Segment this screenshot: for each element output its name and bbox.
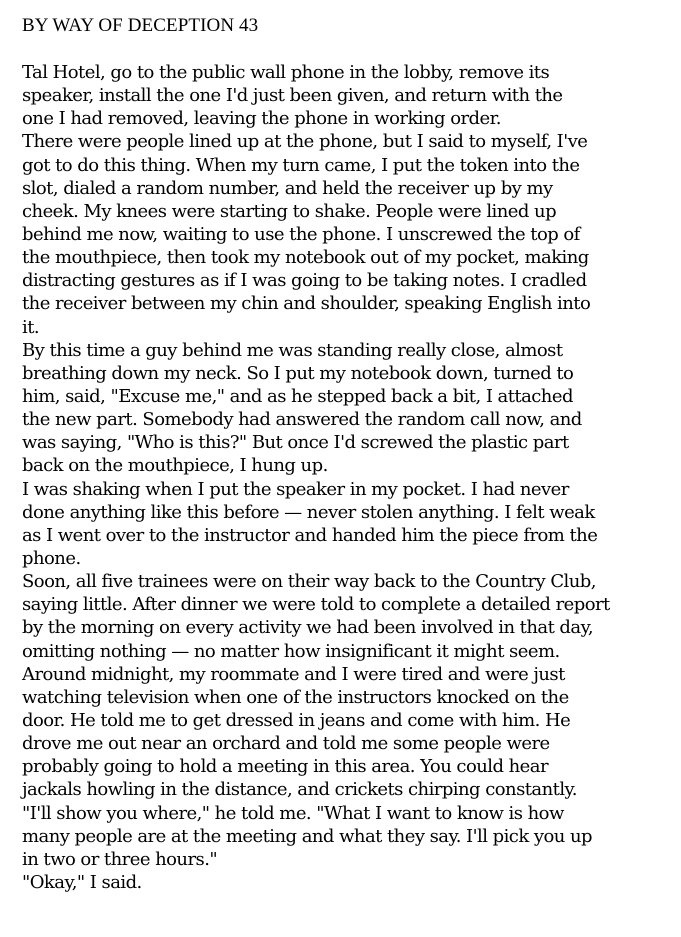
text-line: cheek. My knees were starting to shake. People were lined up <box>22 200 557 222</box>
text-line: him, said, "Excuse me," and as he stepped back a bit, I attached <box>22 385 573 407</box>
text-line: phone. <box>22 547 81 569</box>
text-line: breathing down my neck. So I put my notebook down, turned to <box>22 362 574 384</box>
text-line: Tal Hotel, go to the public wall phone in the lobby, remove its <box>22 62 550 83</box>
text-line: slot, dialed a random number, and held the receiver up by my <box>22 177 553 199</box>
text-line: was saying, "Who is this?" But once I'd screwed the plastic part <box>22 432 569 454</box>
text-line: many people are at the meeting and what they say. I'll pick you up <box>22 825 592 847</box>
text-line: saying little. After dinner we were told to complete a detailed report <box>22 594 610 616</box>
text-line: "I'll show you where," he told me. "What I want to know is how <box>22 802 564 824</box>
text-line: done anything like this before — never stolen anything. I felt weak <box>22 501 595 523</box>
body-text <box>22 61 672 894</box>
text-line: the receiver between my chin and shoulder, speaking English into <box>22 293 591 315</box>
text-line: drove me out near an orchard and told me some people were <box>22 733 550 755</box>
text-line: jackals howling in the distance, and crickets chirping constantly. <box>22 779 577 801</box>
text-line: in two or three hours." <box>22 848 218 870</box>
text-line: door. He told me to get dressed in jeans and come with him. He <box>22 709 571 731</box>
text-line: omitting nothing — no matter how insignificant it might seem. <box>22 640 560 662</box>
page-header: BY WAY OF DECEPTION 43 <box>22 15 259 36</box>
text-line: Around midnight, my roommate and I were tired and were just <box>22 663 565 685</box>
text-line: the mouthpiece, then took my notebook out of my pocket, making <box>22 247 589 269</box>
text-line: By this time a guy behind me was standing really close, almost <box>22 339 563 361</box>
text-line: There were people lined up at the phone, but I said to myself, I've <box>22 131 588 153</box>
text-line: speaker, install the one I'd just been given, and return with the <box>22 85 563 107</box>
text-line: distracting gestures as if I was going to be taking notes. I cradled <box>22 270 587 292</box>
text-line: it. <box>22 316 40 338</box>
text-line: probably going to hold a meeting in this area. You could hear <box>22 756 549 778</box>
text-line: I was shaking when I put the speaker in my pocket. I had never <box>22 478 569 500</box>
text-line: watching television when one of the instructors knocked on the <box>22 686 569 708</box>
text-line: behind me now, waiting to use the phone. I unscrewed the top of <box>22 223 580 245</box>
text-line: back on the mouthpiece, I hung up. <box>22 455 328 477</box>
text-line: as I went over to the instructor and handed him the piece from the <box>22 524 598 546</box>
text-line: the new part. Somebody had answered the random call now, and <box>22 409 582 431</box>
text-line: one I had removed, leaving the phone in working order. <box>22 108 501 130</box>
text-line: Soon, all five trainees were on their way back to the Country Club, <box>22 571 596 593</box>
text-line: by the morning on every activity we had been involved in that day, <box>22 617 593 639</box>
text-line: "Okay," I said. <box>22 871 142 893</box>
text-line: got to do this thing. When my turn came, I put the token into the <box>22 154 580 176</box>
